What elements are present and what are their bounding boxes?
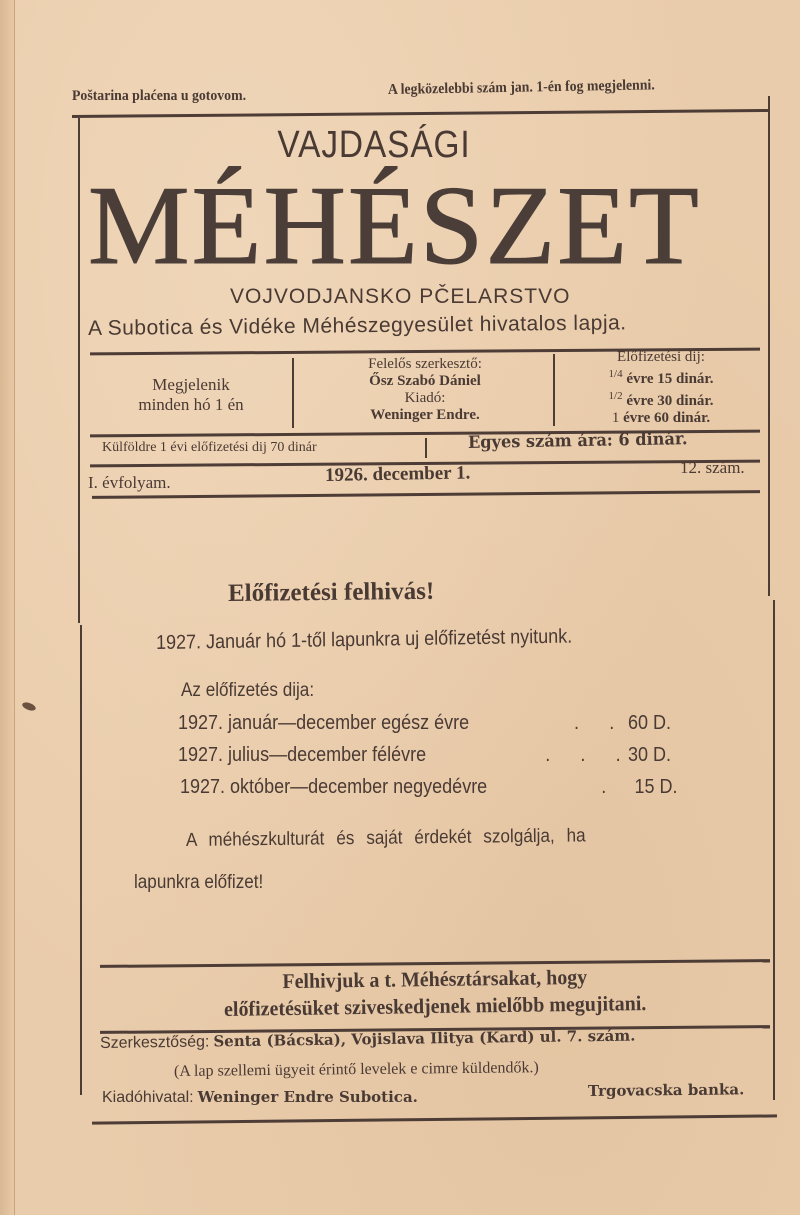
publisher-office-label: Kiadóhivatal:: [102, 1089, 194, 1106]
rate-row: [556, 366, 766, 388]
masthead-title: MÉHÉSZET: [88, 164, 701, 288]
rate-row: [556, 410, 766, 427]
ink-stain: [21, 701, 37, 712]
masthead-subtitle: VOJVODJANSKO PČELARSTVO: [230, 285, 571, 308]
fee-price: 30 D.: [628, 744, 672, 766]
footer-bottom-rule: [92, 1114, 777, 1124]
subscription-cell: [556, 349, 766, 427]
issue-date: 1926. december 1.: [324, 462, 471, 486]
editorial-address: Senta (Bácska), Vojislava Ilitya (Kard) ul. 7. szám.: [213, 1026, 636, 1051]
notice-line1: Felhivjuk a t. Méhésztársakat, hogy: [282, 964, 588, 994]
page-binding-edge: [0, 0, 15, 1215]
rate-text: évre 60 dinár.: [623, 410, 711, 426]
frame-left-rule-lower: [80, 625, 82, 1095]
fee-period: 1927. január—december egész évre: [178, 712, 470, 734]
masthead-tagline: A Subotica és Vidéke Méhészegyesület hivatalos lapja.: [87, 311, 627, 340]
volume-label: I. évfolyam.: [88, 473, 171, 492]
foreign-fee: Külföldre 1 évi előfizetési dij 70 dinár: [102, 440, 317, 455]
subscription-label: Előfizetési dij:: [617, 349, 705, 365]
closing-line-2: lapunkra előfizet!: [134, 872, 264, 893]
rate-row: [556, 388, 766, 410]
frequency-cell: [92, 375, 290, 415]
fee-divider: [425, 438, 427, 458]
issue-bottom-rule: [92, 490, 760, 499]
publisher-office-address: Weninger Endre Subotica.: [197, 1088, 418, 1106]
publishing-office: [102, 1088, 418, 1107]
editor-label: Felelős szerkesztő:: [368, 356, 482, 372]
fee-row: [178, 744, 709, 767]
rate-fraction: 1: [611, 410, 620, 426]
closing-line-1: A méhészkulturát és saját érdekét szolgálja, ha: [185, 825, 586, 851]
fee-row: [180, 776, 711, 799]
fee-dots: . .: [574, 712, 627, 734]
postage-note: Poštarina plaćena u gotovom.: [72, 88, 247, 104]
rate-fraction: 1/2: [608, 390, 623, 402]
fee-price: 60 D.: [628, 712, 672, 734]
next-issue-note: A legközelebbi szám jan. 1-én fog megjelenni.: [387, 77, 655, 98]
publisher-label: Kiadó:: [404, 390, 446, 406]
frame-right-rule-lower: [773, 600, 775, 1100]
rate-fraction: 1/4: [608, 368, 623, 380]
fee-label: Az előfizetés dija:: [181, 680, 315, 701]
article-intro: 1927. Január hó 1-től lapunkra uj előfizetést nyitunk.: [155, 625, 573, 654]
info-box-divider-1: [292, 358, 294, 428]
fee-dots: .: [601, 776, 619, 798]
fee-period: 1927. julius—december félévre: [178, 744, 427, 766]
frequency-line1: Megjelenik: [152, 375, 230, 394]
fee-row: [178, 712, 709, 735]
fee-period: 1927. október—december negyedévre: [180, 776, 488, 798]
publisher-name: Weninger Endre.: [370, 407, 480, 423]
editor-name: Ősz Szabó Dániel: [369, 373, 481, 389]
renewal-notice: [107, 961, 763, 1024]
masthead-overline: VAJDASÁGI: [277, 124, 471, 166]
frame-top-rule: [72, 109, 768, 118]
bank-name: Trgovacska banka.: [587, 1080, 745, 1100]
rate-text: évre 15 dinár.: [626, 371, 714, 387]
single-issue-price: Egyes szám ára: 6 dinár.: [467, 429, 688, 453]
editorial-label: Szerkesztőség:: [99, 1033, 210, 1052]
rate-text: évre 30 dinár.: [626, 393, 714, 409]
article-title: Előfizetési felhivás!: [227, 577, 435, 607]
frame-right-rule: [768, 96, 770, 596]
frame-left-rule: [78, 118, 80, 623]
notice-line2: előfizetésüket sziveskedjenek mielőbb megujitani.: [223, 991, 647, 1021]
fee-dots: . . .: [545, 744, 634, 766]
editor-cell: [296, 356, 554, 424]
fee-price: 15 D.: [634, 776, 678, 798]
issue-number: 12. szám.: [680, 458, 745, 477]
frequency-line2: minden hó 1 én: [138, 395, 244, 414]
editorial-note: (A lap szellemi ügyeit érintő levelek e cimre küldendők.): [173, 1059, 539, 1080]
